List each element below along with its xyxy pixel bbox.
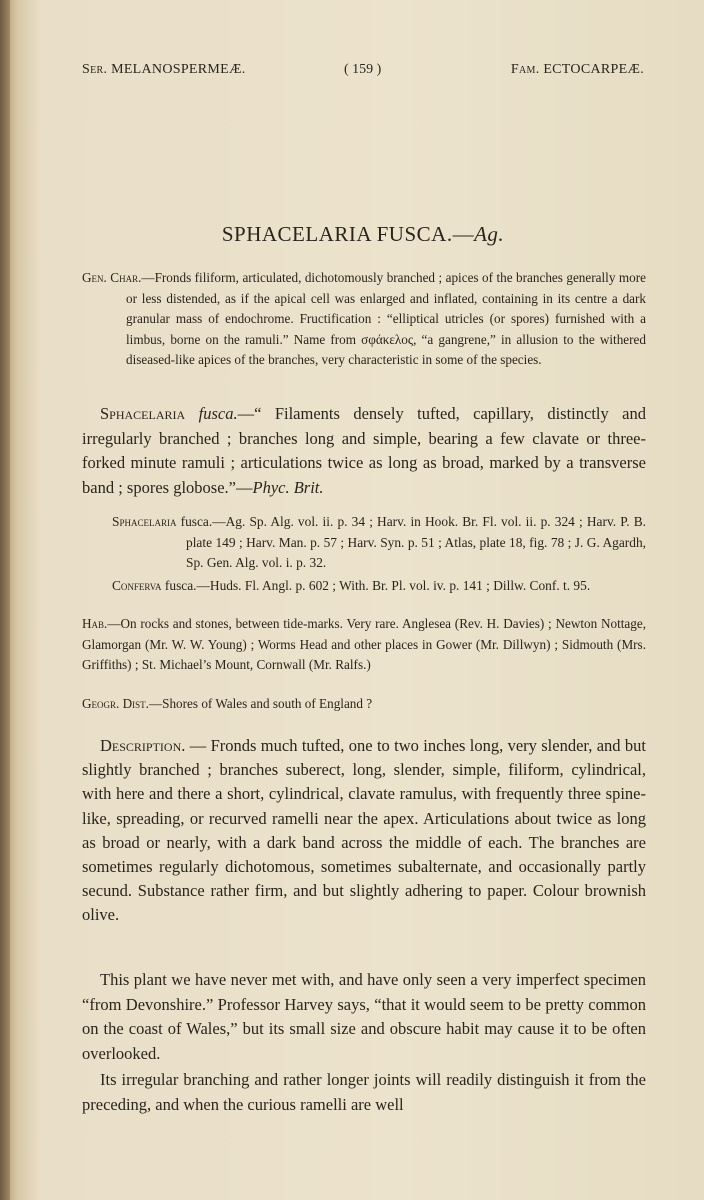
remarks: [82, 968, 646, 1117]
species-text: —“ Filaments densely tufted, capillary, distinctly and irregularly branched ; branches long and simple, bearing a few clavate or three-forked minute ramuli ; articulations twice as long as broad, marked by a transverse band ; spores globose.”—: [82, 404, 646, 497]
species-title: [82, 222, 644, 247]
running-head: [82, 62, 644, 82]
habitat-lead: Hab.: [82, 616, 108, 631]
generic-character: [82, 268, 646, 371]
species-source: Phyc. Brit.: [252, 477, 324, 497]
title-name: SPHACELARIA FUSCA.—: [221, 222, 475, 246]
page-number: ( 159 ): [344, 62, 382, 77]
habitat: [82, 614, 646, 676]
geogr-lead: Geogr. Dist.: [82, 696, 149, 711]
page-gutter: [0, 0, 10, 1200]
synonym-entry: [82, 576, 646, 597]
remarks-paragraph: This plant we have never met with, and have only seen a very imperfect specimen “from Devonshire.” Professor Harvey says, “that it would seem to be pretty common on the coast of Wales,” but its small size and obscure habit may cause it to be often overlooked.: [82, 970, 646, 1063]
species-description: [82, 402, 646, 500]
gen-char-lead: Gen. Char.: [82, 270, 142, 285]
habitat-text: —On rocks and stones, between tide-marks. Very rare. Anglesea (Rev. H. Davies) ; Newton Nottage, Glamorgan (Mr. W. W. Young) ; Worms Head and other places in Gower (Mr. Dillwyn) ; Sidmouth (Mrs. Griffiths) ; St. Michael’s Mount, Cornwall (Mr. Ralfs.): [82, 616, 646, 672]
synonym-lead: Conferva: [112, 577, 162, 593]
description-lead: Description.: [100, 736, 186, 755]
gen-char-text: —Fronds filiform, articulated, dichotomously branched ; apices of the branches generally more or less distended, as if the apical cell was enlarged and inflated, containing in its centre a dark granular mass of endochrome. Fructification : “elliptical utricles (or spores) furnished with a limbus, borne on the ramuli.” Name from σφάκελος, “a gangrene,” in allusion to the withered diseased-like apices of the branches, very characteristic in some of the species.: [126, 270, 646, 367]
synonym-text: fusca.—Ag. Sp. Alg. vol. ii. p. 34 ; Harv. in Hook. Br. Fl. vol. ii. p. 324 ; Harv. P. B. plate 149 ; Harv. Man. p. 57 ; Harv. Syn. p. 51 ; Atlas, plate 18, fig. 78 ; J. G. Agardh, Sp. Gen. Alg. vol. i. p. 32.: [180, 514, 646, 570]
species-lead: Sphacelaria: [100, 404, 186, 423]
species-name: fusca.: [198, 404, 238, 423]
description-text: — Fronds much tufted, one to two inches long, very slender, and but slightly branched ; branches suberect, long, slender, simple, filiform, cylindrical, with here and there a short, cylindrical, clavate ramulus, with frequently three spine-like, spreading, or recurved ramelli near the apex. Articulations about twice as long as broad or nearly, with a dark band across the middle of each. The branches are sometimes regularly dichotomous, sometimes subalternate, and occasionally partly secund. Substance rather firm, and but slightly adhering to paper. Colour brownish olive.: [82, 736, 646, 925]
running-head-family: Fam. ECTOCARPEÆ.: [510, 62, 644, 77]
geographic-distribution: [82, 694, 646, 714]
synonym-text: fusca.—Huds. Fl. Angl. p. 602 ; With. Br. Pl. vol. iv. p. 141 ; Dillw. Conf. t. 95.: [164, 577, 591, 593]
title-authority: Ag.: [474, 222, 505, 246]
running-head-series: Ser. MELANOSPERMEÆ.: [82, 62, 246, 77]
description: [82, 734, 646, 928]
geogr-text: —Shores of Wales and south of England ?: [148, 696, 373, 711]
synonym-entry: [82, 512, 646, 574]
synonymy: [82, 512, 646, 598]
synonym-lead: Sphacelaria: [112, 514, 177, 529]
remarks-paragraph: Its irregular branching and rather longer joints will readily distinguish it from the preceding, and when the curious ramelli are well: [82, 1070, 646, 1114]
